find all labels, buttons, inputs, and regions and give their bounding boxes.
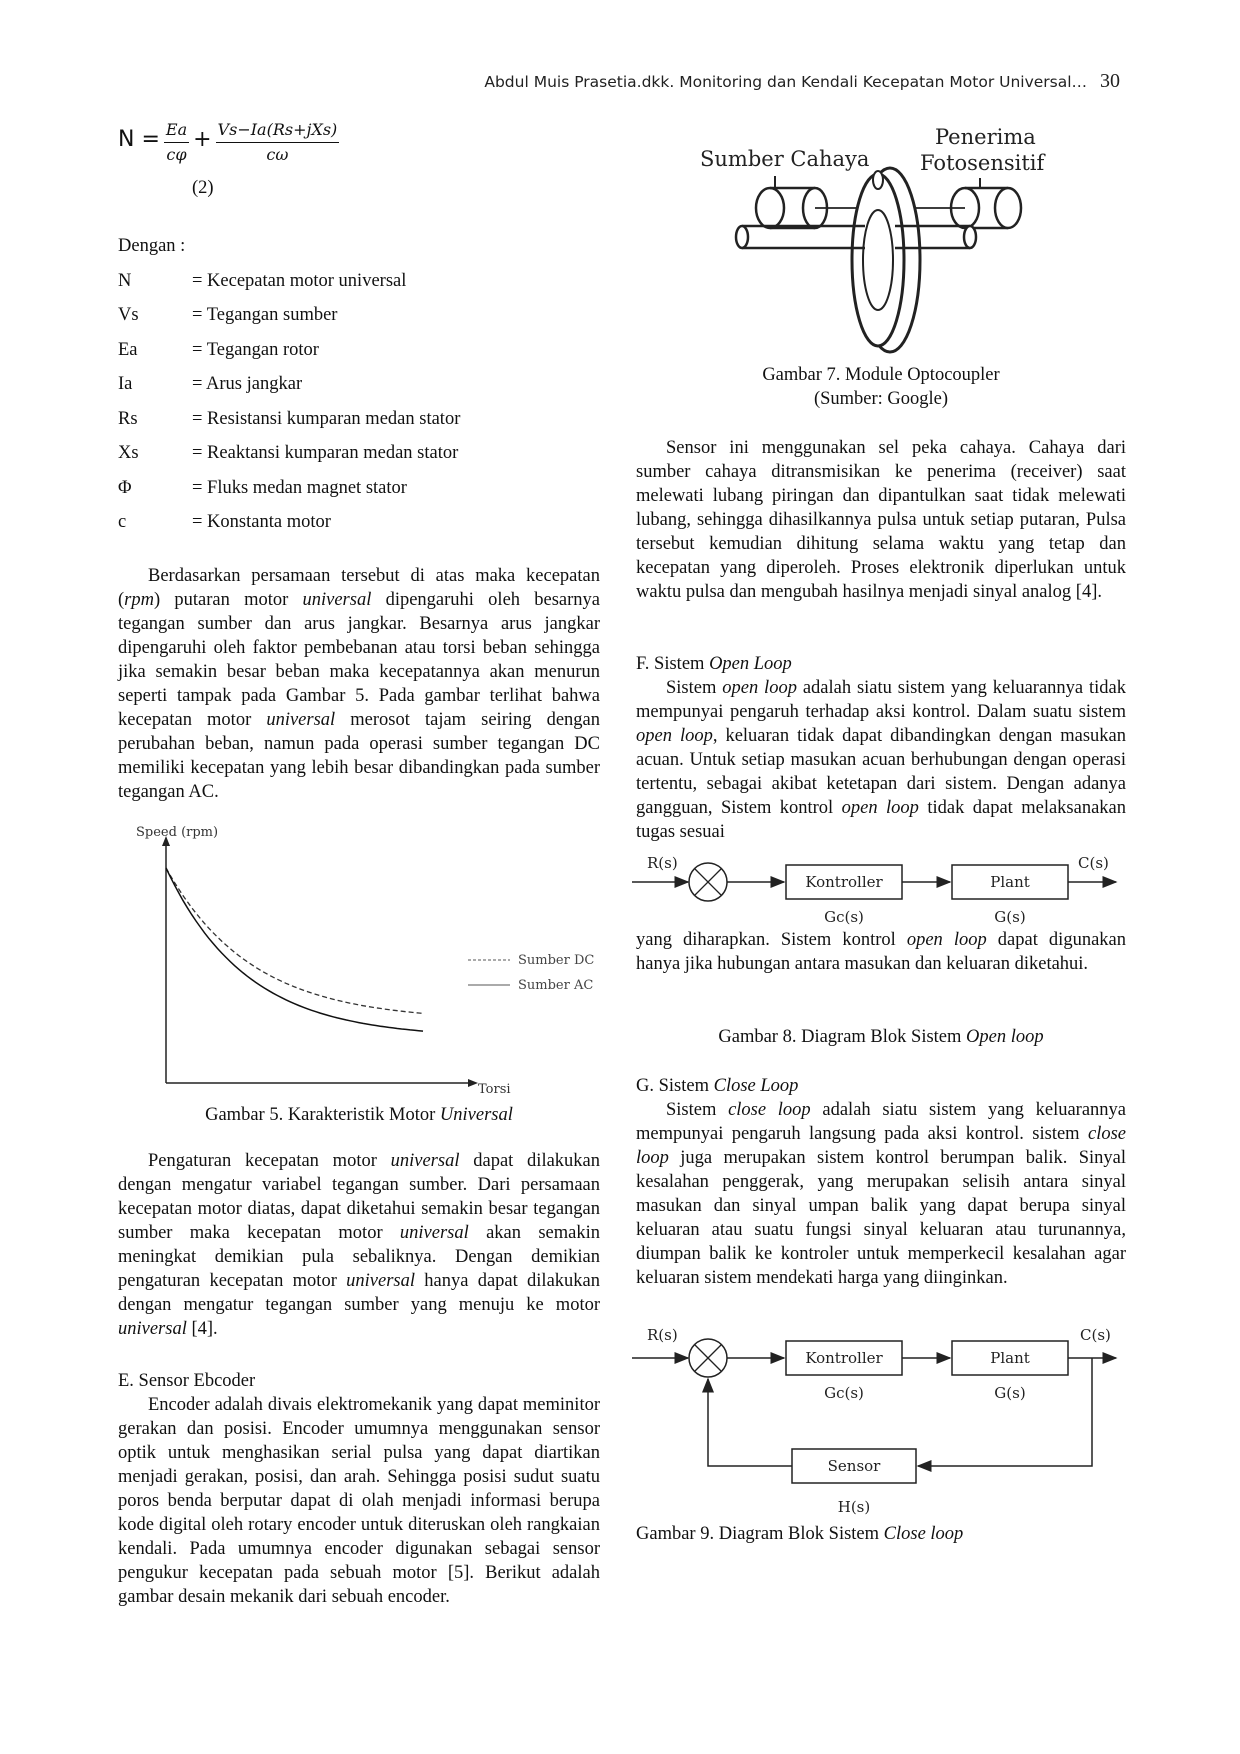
controller-label: Kontroller (805, 873, 883, 891)
running-header (480, 70, 1120, 93)
y-axis-label: Speed (rpm) (136, 826, 219, 840)
definitions-list (118, 264, 460, 540)
definitions-intro: Dengan : (118, 236, 186, 256)
definition-description: = Fluks medan magnet stator (192, 477, 407, 498)
x-axis-arrow (468, 1079, 478, 1087)
paragraph-sensor: Sensor ini menggunakan sel peka cahaya. Cahaya dari sumber cahaya ditransmisikan ke penerima (receiver) saat melewati lubang piringan dan dipantulkan saat tidak melewati lubang, sehingga dihasilkannya pulsa untuk setiap putaran, Pulsa tersebut kemudian dihitung selama waktu yang tetap dan kecepatan yang diperoleh. Proses elektronik diperlukan untuk waktu pulsa dan mengubah hasilnya menjadi sinyal analog [4]. (636, 438, 1126, 602)
controller-tf: Gc(s) (824, 908, 864, 926)
plant-label: Plant (990, 873, 1030, 891)
output-label: C(s) (1080, 1326, 1111, 1344)
figure-5-caption: Gambar 5. Karakteristik Motor Universal (205, 1105, 513, 1125)
controller-label: Kontroller (805, 1349, 883, 1367)
output-label: C(s) (1078, 854, 1109, 872)
legend-ac-label: Sumber AC (518, 978, 594, 993)
series-ac-line (166, 868, 423, 1031)
input-label: R(s) (647, 854, 678, 872)
definition-row (118, 368, 460, 403)
figure-5-chart (118, 826, 608, 1096)
feedback-path-in (708, 1379, 792, 1466)
section-e-heading: E. Sensor Ebcoder (118, 1371, 256, 1391)
running-title: Abdul Muis Prasetia.dkk. Monitoring dan Kendali Kecepatan Motor Universal… (484, 73, 1088, 91)
figure-7-caption: Gambar 7. Module Optocoupler (Sumber: Google) (762, 365, 1000, 409)
paragraph-speed-dependence: Berdasarkan persamaan tersebut di atas maka kecepatan (rpm) putaran motor universal dipengaruhi oleh besarnya tegangan sumber dan arus jangkar. Besarnya arus jangkar dipengaruhi oleh faktor pembebanan atau torsi beban sehingga jika semakin besar beban maka kecepatannya akan menurun seperti tampak pada Gambar 5. Pada gambar terlihat bahwa kecepatan motor universal merosot tajam seiring dengan perubahan beban, namun pada operasi sumber tegangan DC memiliki kecepatan yang lebih besar dibandingkan pada sumber tegangan AC. (118, 566, 601, 802)
page-number: 30 (1100, 70, 1120, 92)
definition-description: = Reaktansi kumparan medan stator (192, 443, 459, 464)
definition-row (118, 299, 460, 334)
input-label: R(s) (647, 1326, 678, 1344)
definition-symbol: Rs (118, 408, 138, 429)
figure-7-optocoupler (690, 118, 1070, 364)
definition-description: = Tegangan sumber (192, 305, 338, 326)
section-f-heading: F. Sistem Open Loop (636, 654, 792, 674)
label-penerima: Penerima (935, 125, 1036, 149)
definition-symbol: Ia (118, 374, 133, 395)
figure-8-open-loop-diagram (632, 848, 1132, 934)
figure-8-caption: Gambar 8. Diagram Blok Sistem Open loop (718, 1027, 1044, 1047)
definition-symbol: Vs (118, 305, 139, 326)
definition-row (118, 402, 460, 437)
label-fotosensitif: Fotosensitif (920, 151, 1045, 175)
definition-row (118, 333, 460, 368)
definition-description: = Tegangan rotor (192, 339, 319, 360)
definition-row (118, 471, 460, 506)
label-sumber-cahaya: Sumber Cahaya (700, 147, 870, 171)
summing-junction (689, 863, 727, 901)
term2-numerator: Vs−Ia(Rs+jXs) (216, 120, 340, 143)
definition-description: = Arus jangkar (192, 374, 303, 395)
definition-symbol: Ea (118, 339, 138, 360)
equation-lhs: N = (118, 127, 160, 153)
definition-symbol: Xs (118, 443, 139, 464)
legend-dc-label: Sumber DC (518, 953, 595, 968)
definition-row (118, 506, 460, 541)
section-f-body: Sistem open loop adalah siatu sistem yang keluarannya tidak mempunyai pengaruh terhadap aksi kontrol. Dalam suatu sistem open loop, keluaran tidak dapat dibandingkan dengan masukan acuan. Untuk setiap masukan acuan berhubungan dengan operasi tertentu, sebagai akibat ketetapan dari sistem. Dengan adanya gangguan, Sistem kontrol open loop tidak dapat melaksanakan tugas sesuai (636, 678, 1127, 842)
controller-tf: Gc(s) (824, 1384, 864, 1402)
plant-label: Plant (990, 1349, 1030, 1367)
figure-9-closed-loop-diagram (632, 1322, 1132, 1522)
term2-denominator: cω (266, 145, 289, 164)
section-g-heading: G. Sistem Close Loop (636, 1076, 799, 1096)
definition-symbol: Φ (118, 477, 132, 498)
definition-description: = Resistansi kumparan medan stator (192, 408, 461, 429)
equation-2 (118, 120, 618, 165)
series-dc-line (166, 868, 423, 1013)
section-e-body: Encoder adalah divais elektromekanik yang dapat meminitor gerakan dan posisi. Encoder umumnya menggunakan sensor optik untuk menghasikan serial pulsa yang dapat diartikan menjadi gerakan, posisi, dan arah. Sehingga posisi sudut suatu poros benda berputar dapat di olah menjadi informasi berupa kode digital oleh rotary encoder untuk diteruskan oleh rangkaian kendali. Pada umumnya encoder digunakan sebagai sensor pengukur kecepatan pada sebuah motor [5]. Berikut adalah gambar desain mekanik dari sebuah encoder. (118, 1395, 600, 1607)
term1-denominator: cφ (166, 145, 187, 164)
equation-number: (2) (192, 178, 214, 198)
slotted-disc (852, 168, 920, 352)
sensor-tf: H(s) (837, 1498, 871, 1516)
plant-tf: G(s) (994, 1384, 1026, 1402)
definition-symbol: c (118, 512, 127, 533)
equation-term1 (164, 120, 189, 165)
section-g-body: Sistem close loop adalah siatu sistem yang keluarannya mempunyai pengaruh langsung pada aksi kontrol. sistem close loop juga merupakan sistem kontrol berumpan balik. Sinyal kesalahan penggerak, yang merupakan selisih antara sinyal masukan dan sinyal umpan balik yang dapat berupa sinyal keluaran atau suatu fungsi sinyal keluaran atau turunannya, diumpan balik ke kontroler untuk memperkecil kesalahan agar keluaran sistem mendekati harga yang diinginkan. (636, 1100, 1127, 1288)
sensor-label: Sensor (827, 1457, 881, 1475)
figure-9-caption: Gambar 9. Diagram Blok Sistem Close loop (636, 1524, 964, 1544)
equation-plus: + (193, 127, 212, 153)
summing-junction (689, 1339, 727, 1377)
definition-symbol: N (118, 270, 132, 291)
x-axis-label: Torsi (478, 1082, 511, 1096)
definition-description: = Konstanta motor (192, 512, 331, 533)
definition-row (118, 437, 460, 472)
definition-row (118, 264, 460, 299)
section-f-body-cont: yang diharapkan. Sistem kontrol open loop dapat digunakan hanya jika hubungan antara masukan dan keluaran diketahui. (636, 930, 1126, 974)
paragraph-speed-control: Pengaturan kecepatan motor universal dapat dilakukan dengan mengatur variabel tegangan sumber. Dari persamaan kecepatan motor diatas, dapat diketahui semakin besar tegangan sumber maka kecepatan motor universal akan semakin meningkat demikian pula sebaliknya. Dengan demikian pengaturan kecepatan motor universal hanya dapat dilakukan dengan mengatur tegangan sumber yang menuju ke motor universal [4]. (118, 1151, 601, 1339)
definition-description: = Kecepatan motor universal (192, 270, 407, 291)
plant-tf: G(s) (994, 908, 1026, 926)
equation-term2 (216, 120, 340, 165)
term1-numerator: Ea (164, 120, 189, 143)
